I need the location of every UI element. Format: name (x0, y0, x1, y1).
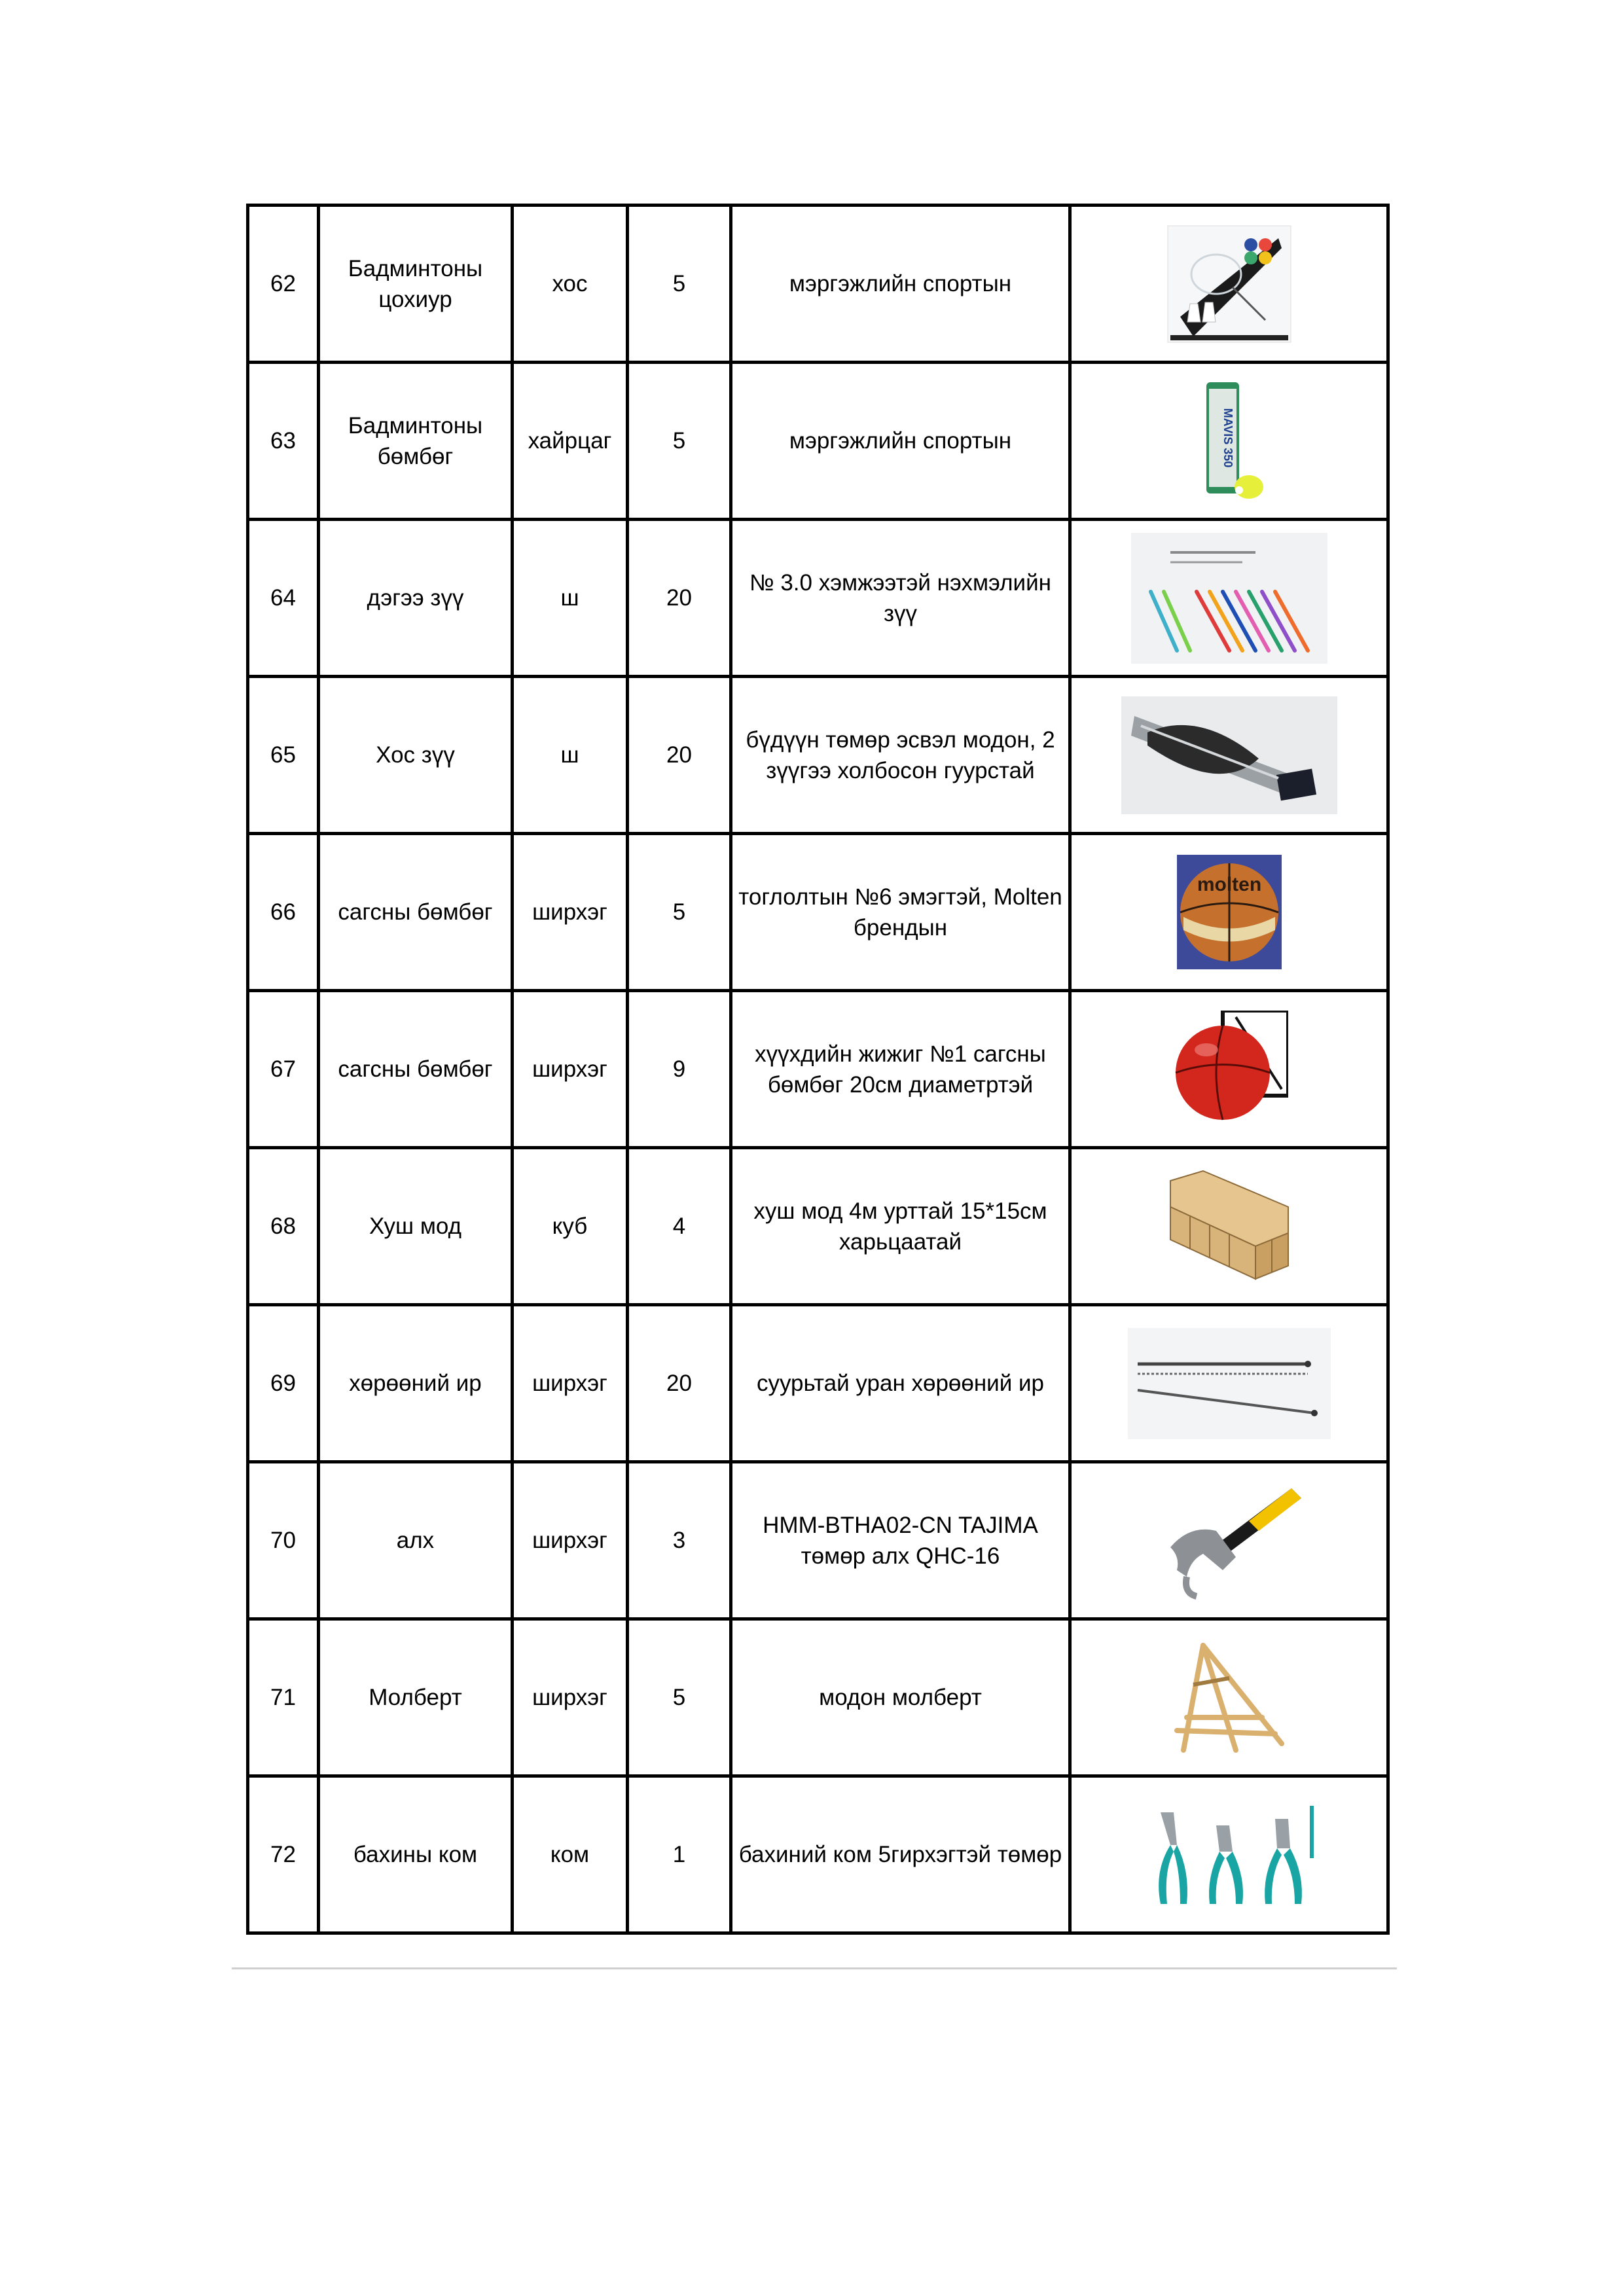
item-unit: хайрцаг (513, 363, 628, 520)
item-name: Бадминтоны цохиур (319, 206, 513, 363)
item-specification: HMM-BTHA02-CN TAJIMA төмөр алх QHC-16 (731, 1462, 1070, 1619)
row-number: 64 (248, 520, 319, 677)
item-unit: ш (513, 520, 628, 677)
item-picture (1070, 1305, 1388, 1462)
item-specification: хүүхдийн жижиг №1 сагсны бөмбөг 20см диаметртэй (731, 991, 1070, 1148)
table-row (248, 1619, 1388, 1776)
badminton-racket-set-icon (1167, 225, 1291, 343)
item-name: хөрөөний ир (319, 1305, 513, 1462)
item-specification: мэргэжлийн спортын (731, 363, 1070, 520)
item-specification: бахиний ком 5гирхэгтэй төмөр (731, 1776, 1070, 1933)
item-name: Бадминтоны бөмбөг (319, 363, 513, 520)
item-quantity: 5 (628, 834, 731, 991)
item-unit: ком (513, 1776, 628, 1933)
row-number: 65 (248, 677, 319, 834)
row-number: 67 (248, 991, 319, 1148)
item-picture (1070, 1776, 1388, 1933)
saw-blades-icon (1128, 1328, 1331, 1439)
item-specification: модон молберт (731, 1619, 1070, 1776)
table-row (248, 677, 1388, 834)
row-number: 62 (248, 206, 319, 363)
item-picture (1070, 363, 1388, 520)
table-row (248, 1148, 1388, 1305)
item-name: Хуш мод (319, 1148, 513, 1305)
row-number: 69 (248, 1305, 319, 1462)
inventory-table (246, 204, 1390, 1935)
item-picture (1070, 1619, 1388, 1776)
table-row (248, 206, 1388, 363)
knitting-needles-icon (1121, 696, 1337, 814)
item-quantity: 4 (628, 1148, 731, 1305)
timber-beams-icon (1164, 1168, 1295, 1285)
item-specification: мэргэжлийн спортын (731, 206, 1070, 363)
item-quantity: 5 (628, 206, 731, 363)
item-unit: хос (513, 206, 628, 363)
item-unit: ширхэг (513, 1462, 628, 1619)
item-specification: бүдүүн төмөр эсвэл модон, 2 зүүгээ холбосон гуурстай (731, 677, 1070, 834)
item-quantity: 9 (628, 991, 731, 1148)
item-quantity: 3 (628, 1462, 731, 1619)
pliers-set-icon (1141, 1799, 1318, 1910)
item-unit: куб (513, 1148, 628, 1305)
shuttlecock-tube-icon (1187, 376, 1272, 507)
item-picture (1070, 206, 1388, 363)
item-unit: ширхэг (513, 1619, 628, 1776)
item-name: алх (319, 1462, 513, 1619)
item-unit: ширхэг (513, 1305, 628, 1462)
table-bottom-rule (232, 1967, 1397, 1969)
row-number: 70 (248, 1462, 319, 1619)
item-picture (1070, 677, 1388, 834)
row-number: 71 (248, 1619, 319, 1776)
table-row (248, 363, 1388, 520)
item-quantity: 20 (628, 677, 731, 834)
item-unit: ширхэг (513, 834, 628, 991)
item-quantity: 20 (628, 520, 731, 677)
row-number: 63 (248, 363, 319, 520)
item-picture (1070, 834, 1388, 991)
item-quantity: 1 (628, 1776, 731, 1933)
item-unit: ширхэг (513, 991, 628, 1148)
wooden-easel-icon (1164, 1639, 1295, 1757)
crochet-hooks-icon (1131, 533, 1327, 664)
table-row (248, 1305, 1388, 1462)
table-row (248, 1776, 1388, 1933)
table-row (248, 834, 1388, 991)
item-quantity: 5 (628, 1619, 731, 1776)
table-row (248, 991, 1388, 1148)
row-number: 72 (248, 1776, 319, 1933)
item-name: дэгээ зүү (319, 520, 513, 677)
table-row (248, 1462, 1388, 1619)
item-quantity: 5 (628, 363, 731, 520)
svg-text:molten: molten (1197, 874, 1261, 895)
item-unit: ш (513, 677, 628, 834)
table-row (248, 520, 1388, 677)
item-name: Молберт (319, 1619, 513, 1776)
inventory-table-page (246, 204, 1386, 1964)
item-name: Хос зүү (319, 677, 513, 834)
svg-text:MAVIS 350: MAVIS 350 (1221, 408, 1235, 467)
small-red-ball-icon (1170, 1011, 1288, 1128)
item-picture (1070, 991, 1388, 1148)
item-quantity: 20 (628, 1305, 731, 1462)
item-specification: суурьтай уран хөрөөний ир (731, 1305, 1070, 1462)
item-picture (1070, 1148, 1388, 1305)
item-name: сагсны бөмбөг (319, 834, 513, 991)
item-specification: хуш мод 4м урттай 15*15см харьцаатай (731, 1148, 1070, 1305)
item-picture (1070, 520, 1388, 677)
item-picture (1070, 1462, 1388, 1619)
item-specification: № 3.0 хэмжээтэй нэхмэлийн зүү (731, 520, 1070, 677)
row-number: 66 (248, 834, 319, 991)
item-specification: тоглолтын №6 эмэгтэй, Molten брендын (731, 834, 1070, 991)
item-name: сагсны бөмбөг (319, 991, 513, 1148)
basketball-icon (1177, 855, 1282, 969)
row-number: 68 (248, 1148, 319, 1305)
hammer-icon (1151, 1479, 1308, 1603)
item-name: бахины ком (319, 1776, 513, 1933)
